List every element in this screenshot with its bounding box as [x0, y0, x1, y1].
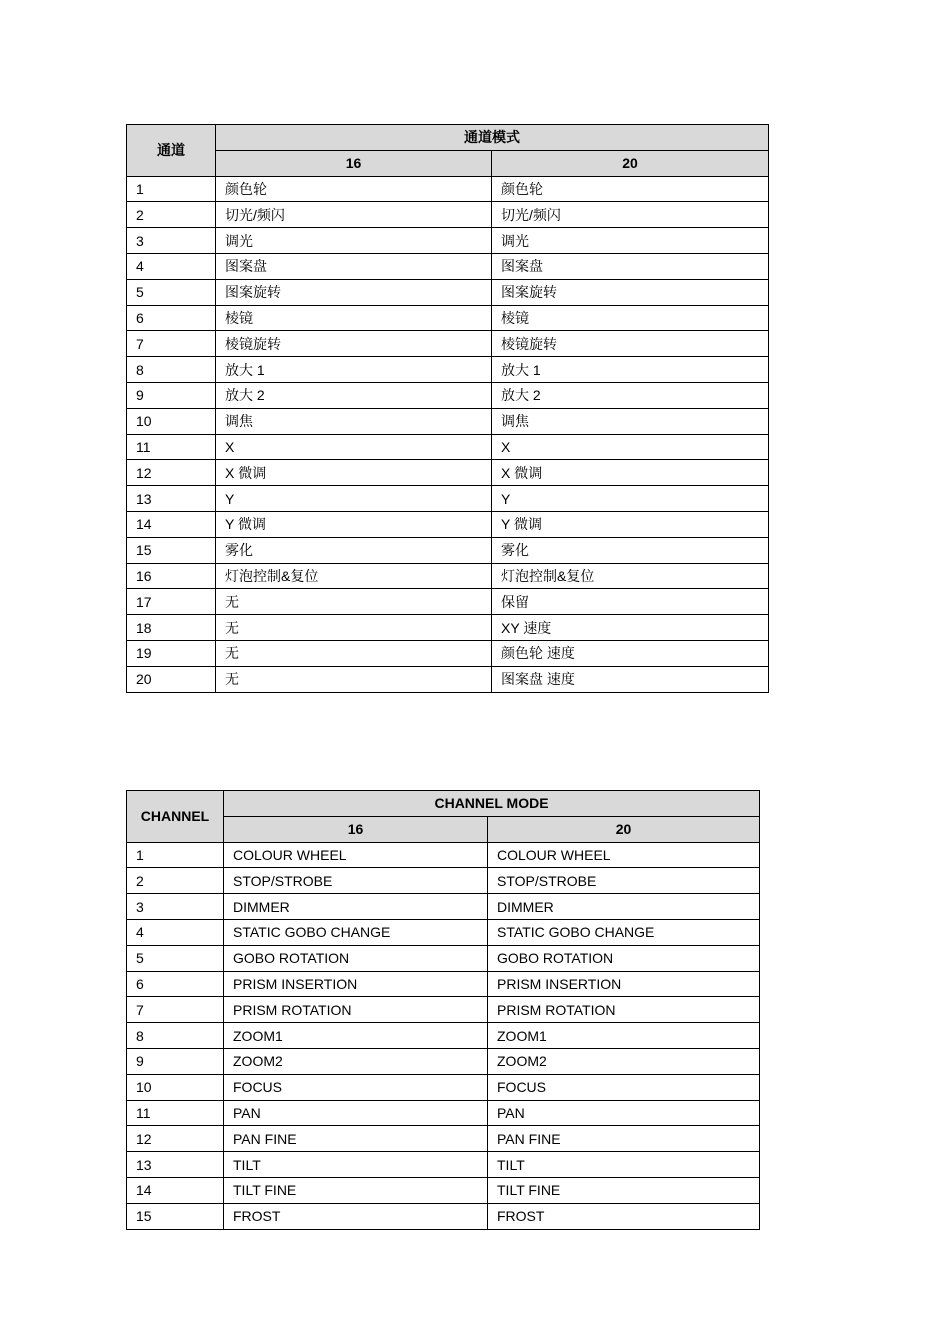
mode-20-cell: 保留 — [492, 589, 769, 615]
table-row — [127, 842, 760, 868]
mode-16-cell: 棱镜旋转 — [216, 331, 492, 357]
channel-number-cell: 2 — [127, 868, 224, 894]
channel-number-cell: 15 — [127, 537, 216, 563]
channel-number-cell: 1 — [127, 842, 224, 868]
mode-16-cell: Y — [216, 486, 492, 512]
mode-16-cell: 无 — [216, 666, 492, 692]
table-row — [127, 1152, 760, 1178]
mode-16-cell: COLOUR WHEEL — [224, 842, 488, 868]
mode-20-cell: 颜色轮 — [492, 176, 769, 202]
table-row — [127, 945, 760, 971]
channel-number-cell: 5 — [127, 945, 224, 971]
mode-20-cell: COLOUR WHEEL — [488, 842, 760, 868]
table-row — [127, 460, 769, 486]
mode-16-cell: X — [216, 434, 492, 460]
mode-header: CHANNEL MODE — [224, 791, 760, 817]
channel-number-cell: 4 — [127, 919, 224, 945]
channel-number-cell: 1 — [127, 176, 216, 202]
table-row — [127, 563, 769, 589]
table-row — [127, 434, 769, 460]
channel-number-cell: 18 — [127, 615, 216, 641]
channel-number-cell: 9 — [127, 382, 216, 408]
table-row — [127, 1100, 760, 1126]
channel-number-cell: 6 — [127, 971, 224, 997]
channel-number-cell: 15 — [127, 1203, 224, 1229]
mode-20-cell: TILT — [488, 1152, 760, 1178]
mode-20-cell: GOBO ROTATION — [488, 945, 760, 971]
mode-20-cell: PAN — [488, 1100, 760, 1126]
mode-16-cell: TILT FINE — [224, 1177, 488, 1203]
channel-number-cell: 7 — [127, 997, 224, 1023]
table-row — [127, 1177, 760, 1203]
mode-16-cell: ZOOM2 — [224, 1048, 488, 1074]
table-row — [127, 640, 769, 666]
mode-16-cell: Y 微调 — [216, 511, 492, 537]
mode-20-cell: 颜色轮 速度 — [492, 640, 769, 666]
table-row — [127, 305, 769, 331]
table-row — [127, 997, 760, 1023]
channel-number-cell: 11 — [127, 1100, 224, 1126]
mode-16-cell: GOBO ROTATION — [224, 945, 488, 971]
mode-16-cell: X 微调 — [216, 460, 492, 486]
mode-16-cell: 图案旋转 — [216, 279, 492, 305]
table-row — [127, 228, 769, 254]
table-row — [127, 382, 769, 408]
channel-number-cell: 13 — [127, 486, 216, 512]
mode-20-cell: Y — [492, 486, 769, 512]
table-row — [127, 868, 760, 894]
mode-20-cell: PAN FINE — [488, 1126, 760, 1152]
channel-number-cell: 16 — [127, 563, 216, 589]
channel-number-cell: 11 — [127, 434, 216, 460]
mode-20-cell: STOP/STROBE — [488, 868, 760, 894]
table-row — [127, 357, 769, 383]
channel-number-cell: 3 — [127, 894, 224, 920]
channel-number-cell: 17 — [127, 589, 216, 615]
mode-20-header: 20 — [492, 150, 769, 176]
table-row — [127, 919, 760, 945]
table-row — [127, 971, 760, 997]
channel-number-cell: 10 — [127, 1074, 224, 1100]
mode-20-cell: 图案旋转 — [492, 279, 769, 305]
table-row — [127, 1048, 760, 1074]
mode-16-cell: 图案盘 — [216, 253, 492, 279]
mode-16-cell: PRISM ROTATION — [224, 997, 488, 1023]
channel-number-cell: 3 — [127, 228, 216, 254]
mode-20-cell: 雾化 — [492, 537, 769, 563]
mode-16-cell: 调焦 — [216, 408, 492, 434]
channel-number-cell: 8 — [127, 357, 216, 383]
channel-number-cell: 20 — [127, 666, 216, 692]
mode-16-cell: 棱镜 — [216, 305, 492, 331]
mode-16-cell: 雾化 — [216, 537, 492, 563]
table-row — [127, 894, 760, 920]
channel-table-english — [126, 790, 760, 1230]
channel-number-cell: 8 — [127, 1023, 224, 1049]
mode-20-cell: FOCUS — [488, 1074, 760, 1100]
mode-20-cell: X — [492, 434, 769, 460]
mode-20-cell: Y 微调 — [492, 511, 769, 537]
mode-20-cell: 图案盘 速度 — [492, 666, 769, 692]
mode-20-cell: XY 速度 — [492, 615, 769, 641]
table-row — [127, 615, 769, 641]
mode-20-cell: PRISM INSERTION — [488, 971, 760, 997]
table-row — [127, 511, 769, 537]
table-row — [127, 253, 769, 279]
table-row — [127, 408, 769, 434]
mode-20-cell: ZOOM2 — [488, 1048, 760, 1074]
channel-header: CHANNEL — [127, 791, 224, 843]
table-row — [127, 1023, 760, 1049]
channel-number-cell: 9 — [127, 1048, 224, 1074]
mode-16-cell: DIMMER — [224, 894, 488, 920]
mode-20-cell: DIMMER — [488, 894, 760, 920]
mode-16-cell: 放大 2 — [216, 382, 492, 408]
mode-16-header: 16 — [224, 816, 488, 842]
mode-16-cell: 无 — [216, 615, 492, 641]
channel-number-cell: 12 — [127, 1126, 224, 1152]
mode-16-cell: 无 — [216, 589, 492, 615]
mode-16-cell: TILT — [224, 1152, 488, 1178]
table-row — [127, 1203, 760, 1229]
mode-16-cell: ZOOM1 — [224, 1023, 488, 1049]
mode-16-cell: PRISM INSERTION — [224, 971, 488, 997]
mode-16-cell: STOP/STROBE — [224, 868, 488, 894]
mode-20-cell: TILT FINE — [488, 1177, 760, 1203]
table-row — [127, 486, 769, 512]
channel-number-cell: 19 — [127, 640, 216, 666]
table-row — [127, 1074, 760, 1100]
channel-number-cell: 5 — [127, 279, 216, 305]
mode-16-cell: 灯泡控制&复位 — [216, 563, 492, 589]
channel-number-cell: 6 — [127, 305, 216, 331]
mode-16-cell: PAN — [224, 1100, 488, 1126]
table-row — [127, 202, 769, 228]
mode-20-cell: STATIC GOBO CHANGE — [488, 919, 760, 945]
table-row — [127, 331, 769, 357]
mode-16-cell: 颜色轮 — [216, 176, 492, 202]
mode-16-cell: 放大 1 — [216, 357, 492, 383]
mode-20-cell: 放大 2 — [492, 382, 769, 408]
channel-number-cell: 13 — [127, 1152, 224, 1178]
mode-20-cell: 图案盘 — [492, 253, 769, 279]
channel-number-cell: 7 — [127, 331, 216, 357]
mode-16-cell: PAN FINE — [224, 1126, 488, 1152]
channel-table-chinese — [126, 124, 769, 693]
mode-16-cell: STATIC GOBO CHANGE — [224, 919, 488, 945]
table-row — [127, 279, 769, 305]
mode-20-cell: 切光/频闪 — [492, 202, 769, 228]
channel-header: 通道 — [127, 125, 216, 177]
mode-16-cell: FOCUS — [224, 1074, 488, 1100]
channel-number-cell: 14 — [127, 511, 216, 537]
table-row — [127, 666, 769, 692]
mode-20-cell: 调焦 — [492, 408, 769, 434]
mode-16-header: 16 — [216, 150, 492, 176]
channel-number-cell: 12 — [127, 460, 216, 486]
mode-20-cell: 调光 — [492, 228, 769, 254]
mode-20-cell: FROST — [488, 1203, 760, 1229]
mode-20-cell: PRISM ROTATION — [488, 997, 760, 1023]
mode-20-cell: 灯泡控制&复位 — [492, 563, 769, 589]
channel-number-cell: 14 — [127, 1177, 224, 1203]
mode-16-cell: FROST — [224, 1203, 488, 1229]
mode-20-cell: X 微调 — [492, 460, 769, 486]
mode-16-cell: 无 — [216, 640, 492, 666]
table-row — [127, 589, 769, 615]
mode-20-header: 20 — [488, 816, 760, 842]
channel-number-cell: 10 — [127, 408, 216, 434]
mode-20-cell: ZOOM1 — [488, 1023, 760, 1049]
table-row — [127, 1126, 760, 1152]
mode-20-cell: 棱镜旋转 — [492, 331, 769, 357]
table-row — [127, 537, 769, 563]
channel-number-cell: 4 — [127, 253, 216, 279]
mode-16-cell: 调光 — [216, 228, 492, 254]
channel-number-cell: 2 — [127, 202, 216, 228]
table-row — [127, 176, 769, 202]
mode-20-cell: 棱镜 — [492, 305, 769, 331]
mode-20-cell: 放大 1 — [492, 357, 769, 383]
mode-16-cell: 切光/频闪 — [216, 202, 492, 228]
mode-header: 通道模式 — [216, 125, 769, 151]
